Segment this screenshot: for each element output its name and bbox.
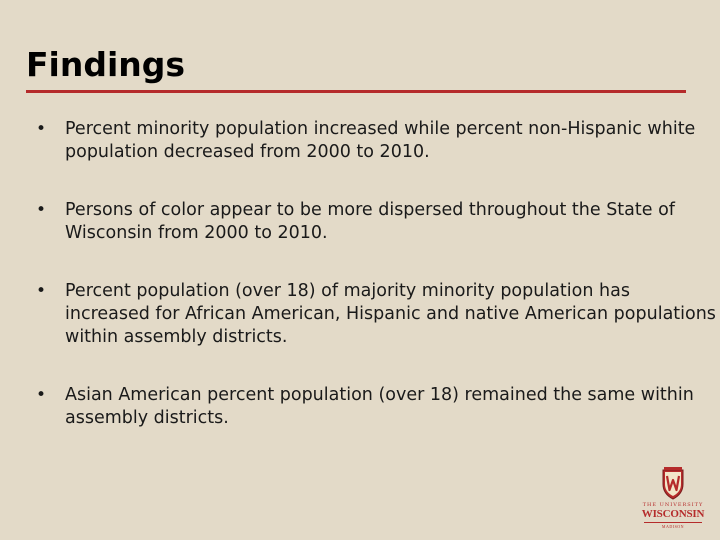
logo-line-university: THE UNIVERSITY <box>642 502 704 508</box>
bullet-item <box>36 199 716 245</box>
bullet-dot-icon: • <box>36 200 47 220</box>
logo-line-madison: MADISON <box>661 524 685 529</box>
bullet-dot-icon: • <box>36 119 47 139</box>
slide-title: Findings <box>26 45 186 84</box>
bullet-item <box>36 118 716 164</box>
university-logo <box>640 466 706 530</box>
bullet-item <box>36 384 716 430</box>
bullet-text: Persons of color appear to be more dispersed throughout the State of Wisconsin from 2000 to 2010. <box>65 200 675 243</box>
bullet-item <box>36 280 716 349</box>
bullet-dot-icon: • <box>36 281 47 301</box>
bullet-list <box>36 118 716 465</box>
uw-crest-icon <box>661 466 685 500</box>
bullet-dot-icon: • <box>36 385 47 405</box>
bullet-text: Percent minority population increased while percent non-Hispanic white population decreased from 2000 to 2010. <box>65 119 696 162</box>
logo-divider <box>644 522 702 523</box>
title-underline <box>26 90 686 93</box>
bullet-text: Percent population (over 18) of majority minority population has increased for African American, Hispanic and native American populations within assembly districts. <box>65 281 716 347</box>
logo-line-wisconsin: WISCONSIN <box>641 508 705 520</box>
bullet-text: Asian American percent population (over 18) remained the same within assembly districts. <box>65 385 694 428</box>
